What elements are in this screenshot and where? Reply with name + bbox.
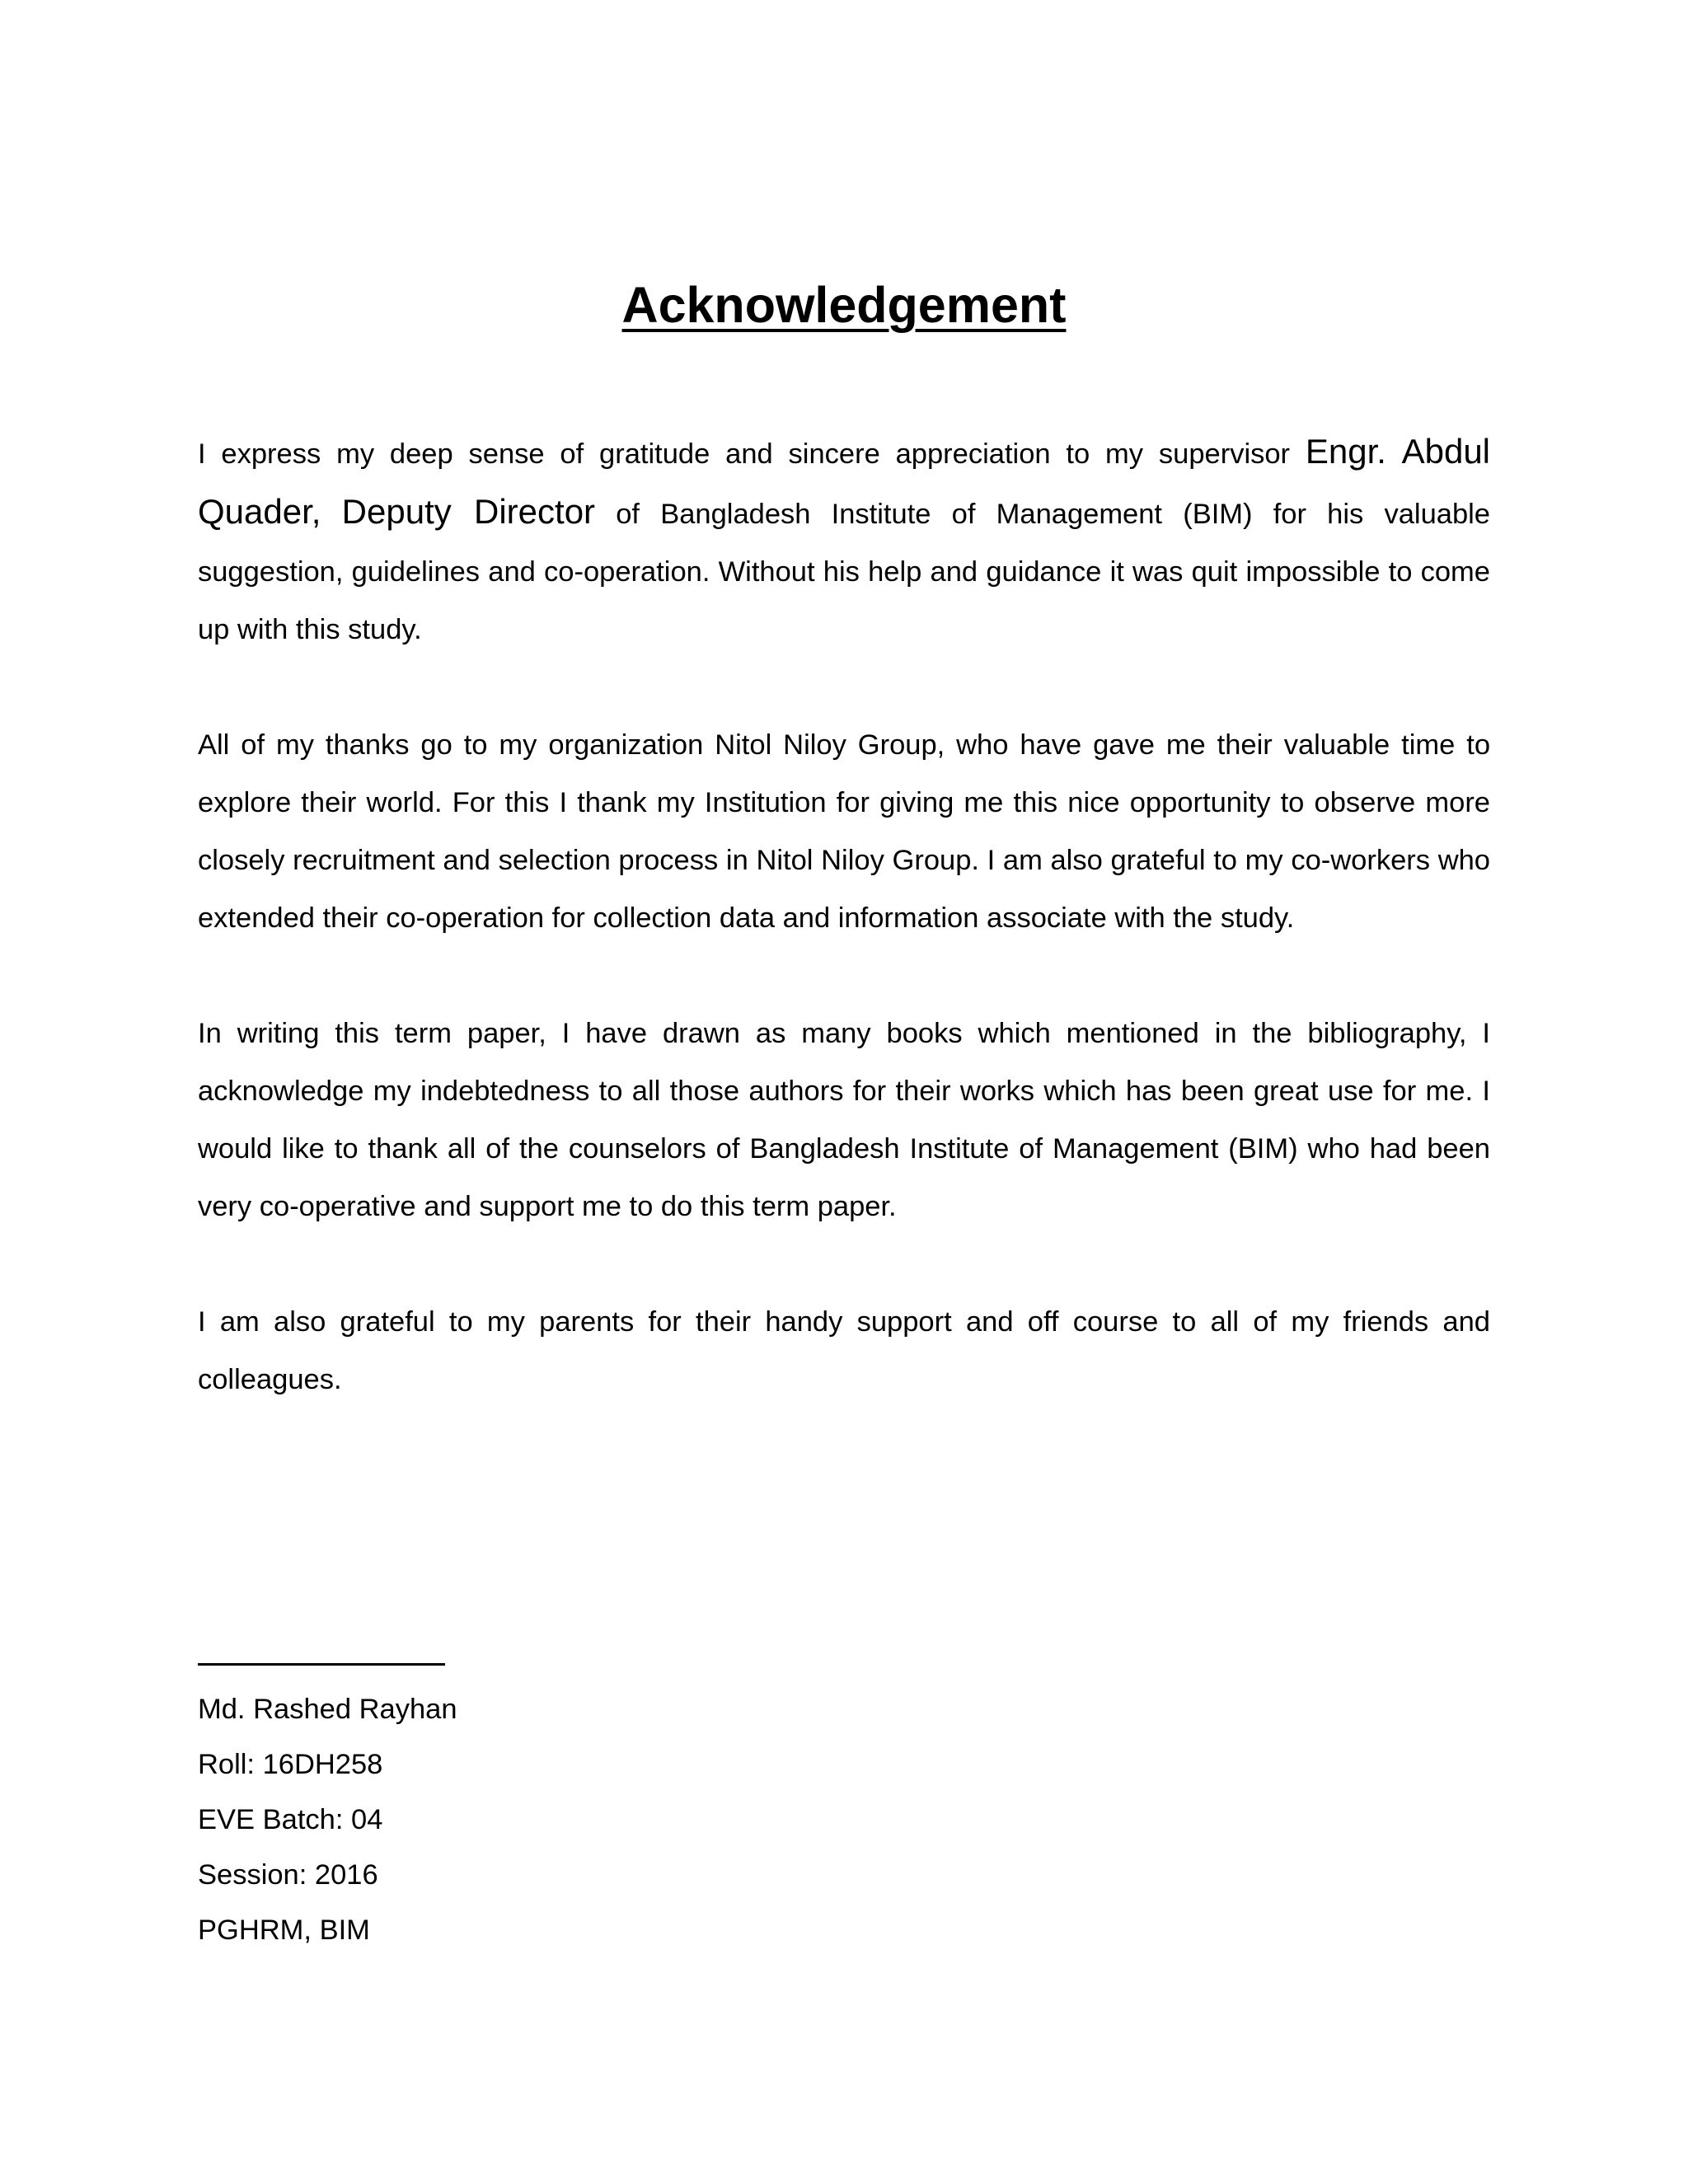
page-title — [0, 272, 1688, 338]
paragraph-bibliography: In writing this term paper, I have drawn as many books which mentioned in the bibliography, I acknowledge my indebtedness to all those authors for their works which has been great use for me. I would like to thank all of the counselors of Bangladesh Institute of Management (BIM) who had been very co-operative and support me to do this term paper. — [198, 1018, 1490, 1222]
paragraph-rest: of Bangladesh Institute of Management (BIM) for his valuable suggestion, guidelines and co-operation. Without his help and guidance it was quit impossible to come up with this study. — [198, 499, 1490, 645]
supervisor-name: Engr. Abdul Quader — [198, 432, 1491, 531]
paragraph-intro: I express my deep sense of gratitude and sincere appreciation to my supervisor — [198, 438, 1291, 470]
author-name: Md. Rashed Rayhan — [198, 1694, 457, 1725]
supervisor-designation: Deputy Director — [341, 492, 596, 531]
author-roll: Roll: 16DH258 — [198, 1749, 383, 1780]
signature-block — [198, 1663, 775, 1958]
author-session: Session: 2016 — [198, 1859, 378, 1891]
name-comma: , — [311, 492, 321, 531]
author-program: PGHRM, BIM — [198, 1915, 370, 1946]
page-title-text: Acknowledgement — [621, 277, 1067, 333]
paragraph-organization: All of my thanks go to my organization Nitol Niloy Group, who have gave me their valuable time to explore their world. For this I thank my Institution for giving me this nice opportunity to observe more closely recruitment and selection process in Nitol Niloy Group. I am also grateful to my co-workers who extended their co-operation for collection data and information associate with the study. — [198, 729, 1490, 934]
paragraph-family: I am also grateful to my parents for their handy support and off course to all of my friends and colleagues. — [198, 1306, 1490, 1395]
author-batch: EVE Batch: 04 — [198, 1804, 383, 1835]
acknowledgement-body — [198, 423, 1490, 1466]
signature-line — [198, 1663, 445, 1666]
paragraph-supervisor — [198, 423, 1490, 658]
